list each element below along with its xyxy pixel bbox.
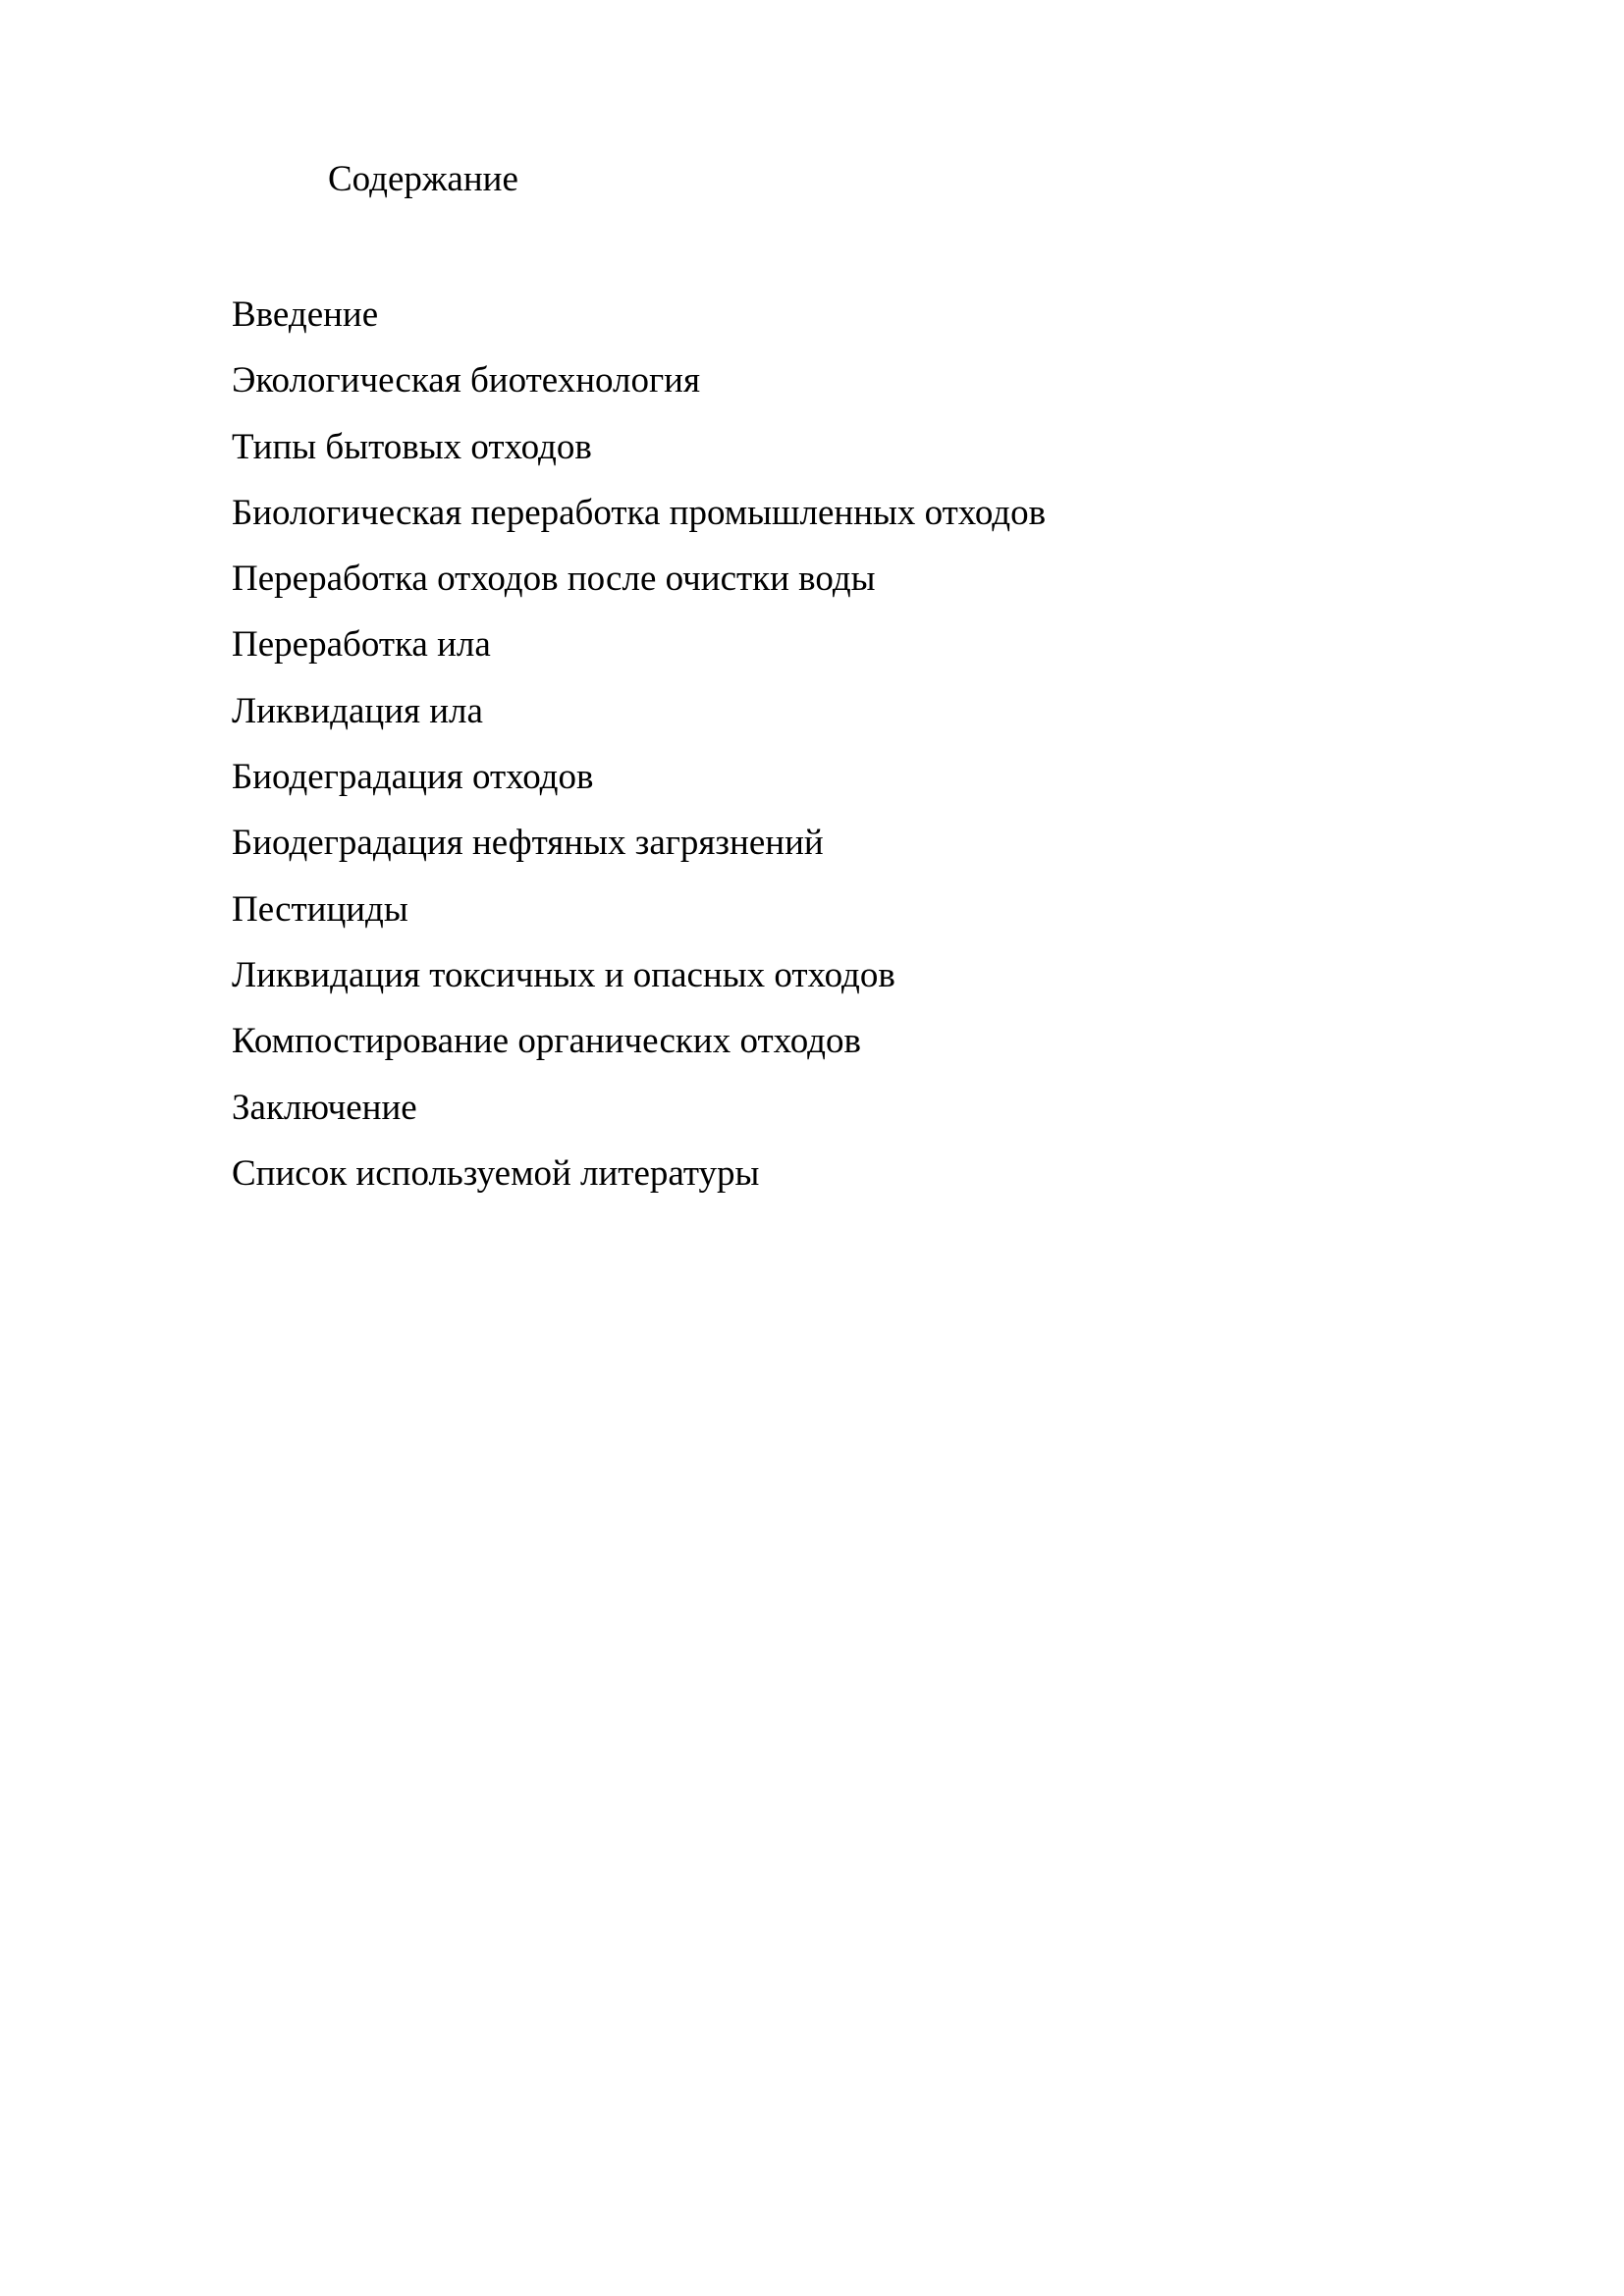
toc-item: Биодеградация отходов	[232, 757, 594, 798]
table-of-contents	[232, 296, 1046, 1221]
toc-item: Типы бытовых отходов	[232, 426, 592, 467]
toc-item: Ликвидация токсичных и опасных отходов	[232, 954, 895, 995]
page-title: Содержание	[328, 159, 518, 199]
toc-item: Переработка ила	[232, 624, 491, 666]
toc-item: Экологическая биотехнология	[232, 360, 700, 401]
toc-item: Ликвидация ила	[232, 690, 483, 731]
toc-item: Заключение	[232, 1087, 417, 1128]
toc-item: Введение	[232, 294, 379, 335]
toc-item: Биологическая переработка промышленных отходов	[232, 492, 1047, 533]
toc-item: Компостирование органических отходов	[232, 1021, 861, 1062]
toc-item: Пестициды	[232, 888, 408, 930]
toc-item: Переработка отходов после очистки воды	[232, 559, 876, 600]
toc-item: Биодеградация нефтяных загрязнений	[232, 823, 824, 864]
toc-item: Список используемой литературы	[232, 1152, 760, 1194]
